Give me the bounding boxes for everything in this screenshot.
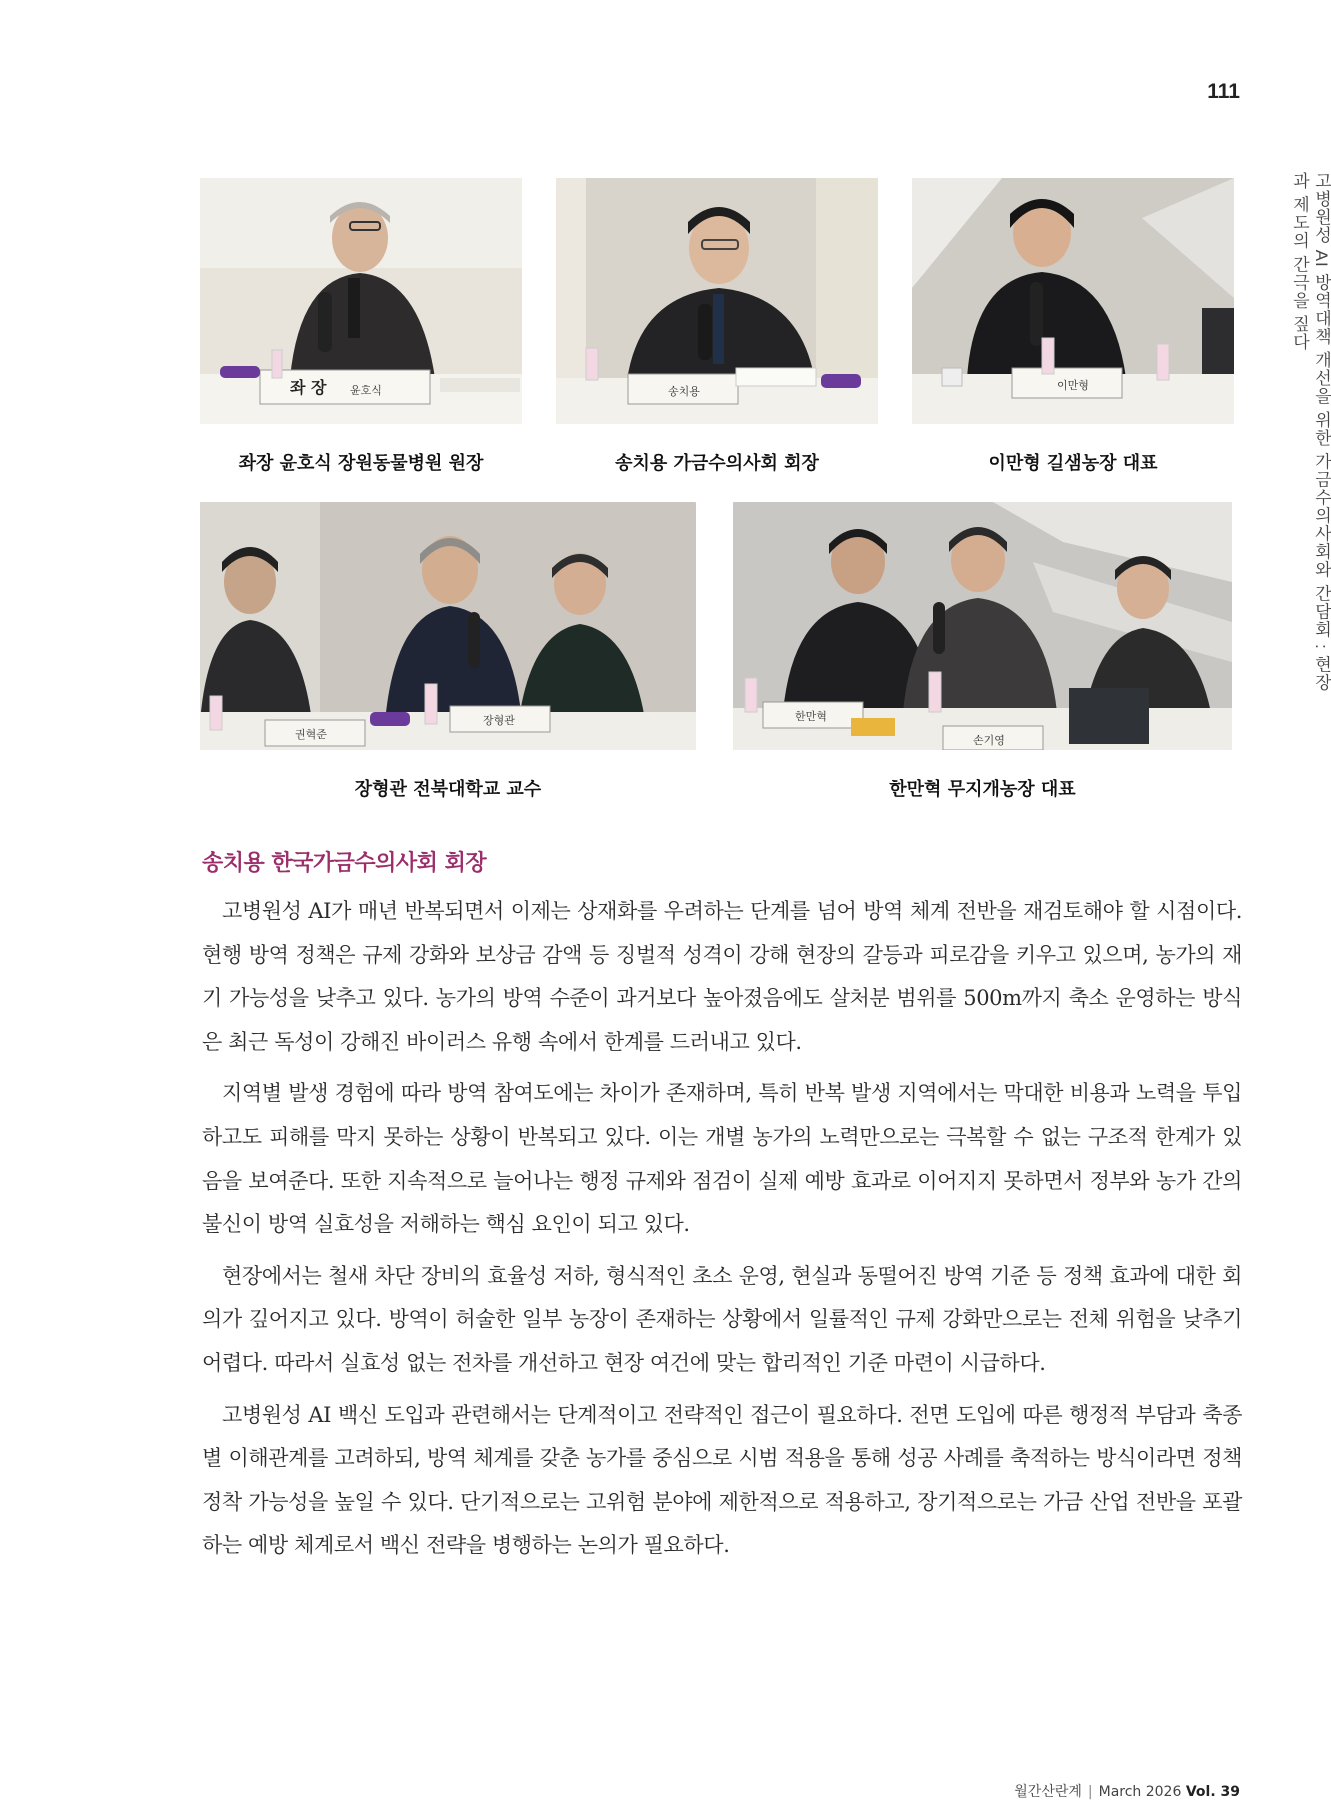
side-running-title: 고병원성 AI 방역대책 개선을 위한 가금수의사회와 간담회 : 현장과 제도의 간극을 짚다 (1290, 172, 1331, 692)
footer-magazine: 월간산란계 (1014, 1784, 1082, 1800)
footer-volume: Vol. 39 (1185, 1784, 1240, 1800)
page-number: 111 (1207, 80, 1240, 103)
footer-separator: | (1087, 1784, 1093, 1800)
photo-lee-manhyeong (912, 178, 1234, 424)
page-footer (960, 1781, 1240, 1801)
caption-photo-1: 좌장 윤호식 장원동물병원 원장 (238, 453, 484, 474)
section-heading: 송치용 한국가금수의사회 회장 (202, 851, 487, 876)
photo-han-manhyeok (733, 502, 1232, 750)
body-text (202, 890, 1242, 1576)
paragraph: 현장에서는 철새 차단 장비의 효율성 저하, 형식적인 초소 운영, 현실과 동떨어진 방역 기준 등 정책 효과에 대한 회의가 깊어지고 있다. 방역이 허술한 일부 농장이 존재하는 상황에서 일률적인 규제 강화만으로는 전체 위험을 낮추기 어렵다. 따라서 실효성 없는 전차를 개선하고 현장 여건에 맞는 합리적인 기준 마련이 시급하다. (202, 1263, 1242, 1375)
caption-photo-3: 이만형 길샘농장 대표 (988, 453, 1158, 474)
nameplate-name-text: 한만혁 (795, 710, 827, 723)
nameplate-left-text: 권혁준 (295, 728, 327, 741)
paragraph: 고병원성 AI 백신 도입과 관련해서는 단계적이고 전략적인 접근이 필요하다. 전면 도입에 따른 행정적 부담과 축종별 이해관계를 고려하되, 방역 체계를 갖춘 농가를 중심으로 시범 적용을 통해 성공 사례를 축적하는 방식이라면 정책 정착 가능성을 높일 수 있다. 단기적으로는 고위험 분야에 제한적으로 적용하고, 장기적으로는 가금 산업 전반을 포괄하는 예방 체계로서 백신 전략을 병행하는 논의가 필요하다. (202, 1402, 1242, 1558)
photo-jang-hyeonggwan (200, 502, 696, 750)
nameplate-name-text: 장형관 (483, 714, 515, 727)
caption-photo-2: 송치용 가금수의사회 회장 (615, 453, 819, 474)
photo-chairperson (200, 178, 522, 424)
paragraph: 지역별 발생 경험에 따라 방역 참여도에는 차이가 존재하며, 특히 반복 발생 지역에서는 막대한 비용과 노력을 투입하고도 피해를 막지 못하는 상황이 반복되고 있다. 이는 개별 농가의 노력만으로는 극복할 수 없는 구조적 한계가 있음을 보여준다. 또한 지속적으로 늘어나는 행정 규제와 점검이 실제 예방 효과로 이어지지 못하면서 정부와 농가 간의 불신이 방역 실효성을 저해하는 핵심 요인이 되고 있다. (202, 1081, 1242, 1237)
nameplate-name-text: 이만형 (1057, 379, 1089, 392)
paragraph: 고병원성 AI가 매년 반복되면서 이제는 상재화를 우려하는 단계를 넘어 방역 체계 전반을 재검토해야 할 시점이다. 현행 방역 정책은 규제 강화와 보상금 감액 등 징벌적 성격이 강해 현장의 갈등과 피로감을 키우고 있으며, 농가의 재기 가능성을 낮추고 있다. 농가의 방역 수준이 과거보다 높아졌음에도 살처분 범위를 500m까지 축소 운영하는 방식은 최근 독성이 강해진 바이러스 유행 속에서 한계를 드러내고 있다. (202, 899, 1242, 1054)
footer-issue: March 2026 (1098, 1784, 1182, 1800)
nameplate-name-text: 윤호식 (350, 384, 382, 397)
caption-photo-4: 장형관 전북대학교 교수 (354, 779, 542, 800)
nameplate-right-text: 손기영 (973, 734, 1005, 747)
nameplate-chair-text: 좌 장 (290, 378, 327, 397)
caption-photo-5: 한만혁 무지개농장 대표 (889, 779, 1076, 800)
nameplate-name-text: 송치용 (668, 385, 700, 398)
photo-song-chiyong (556, 178, 878, 424)
